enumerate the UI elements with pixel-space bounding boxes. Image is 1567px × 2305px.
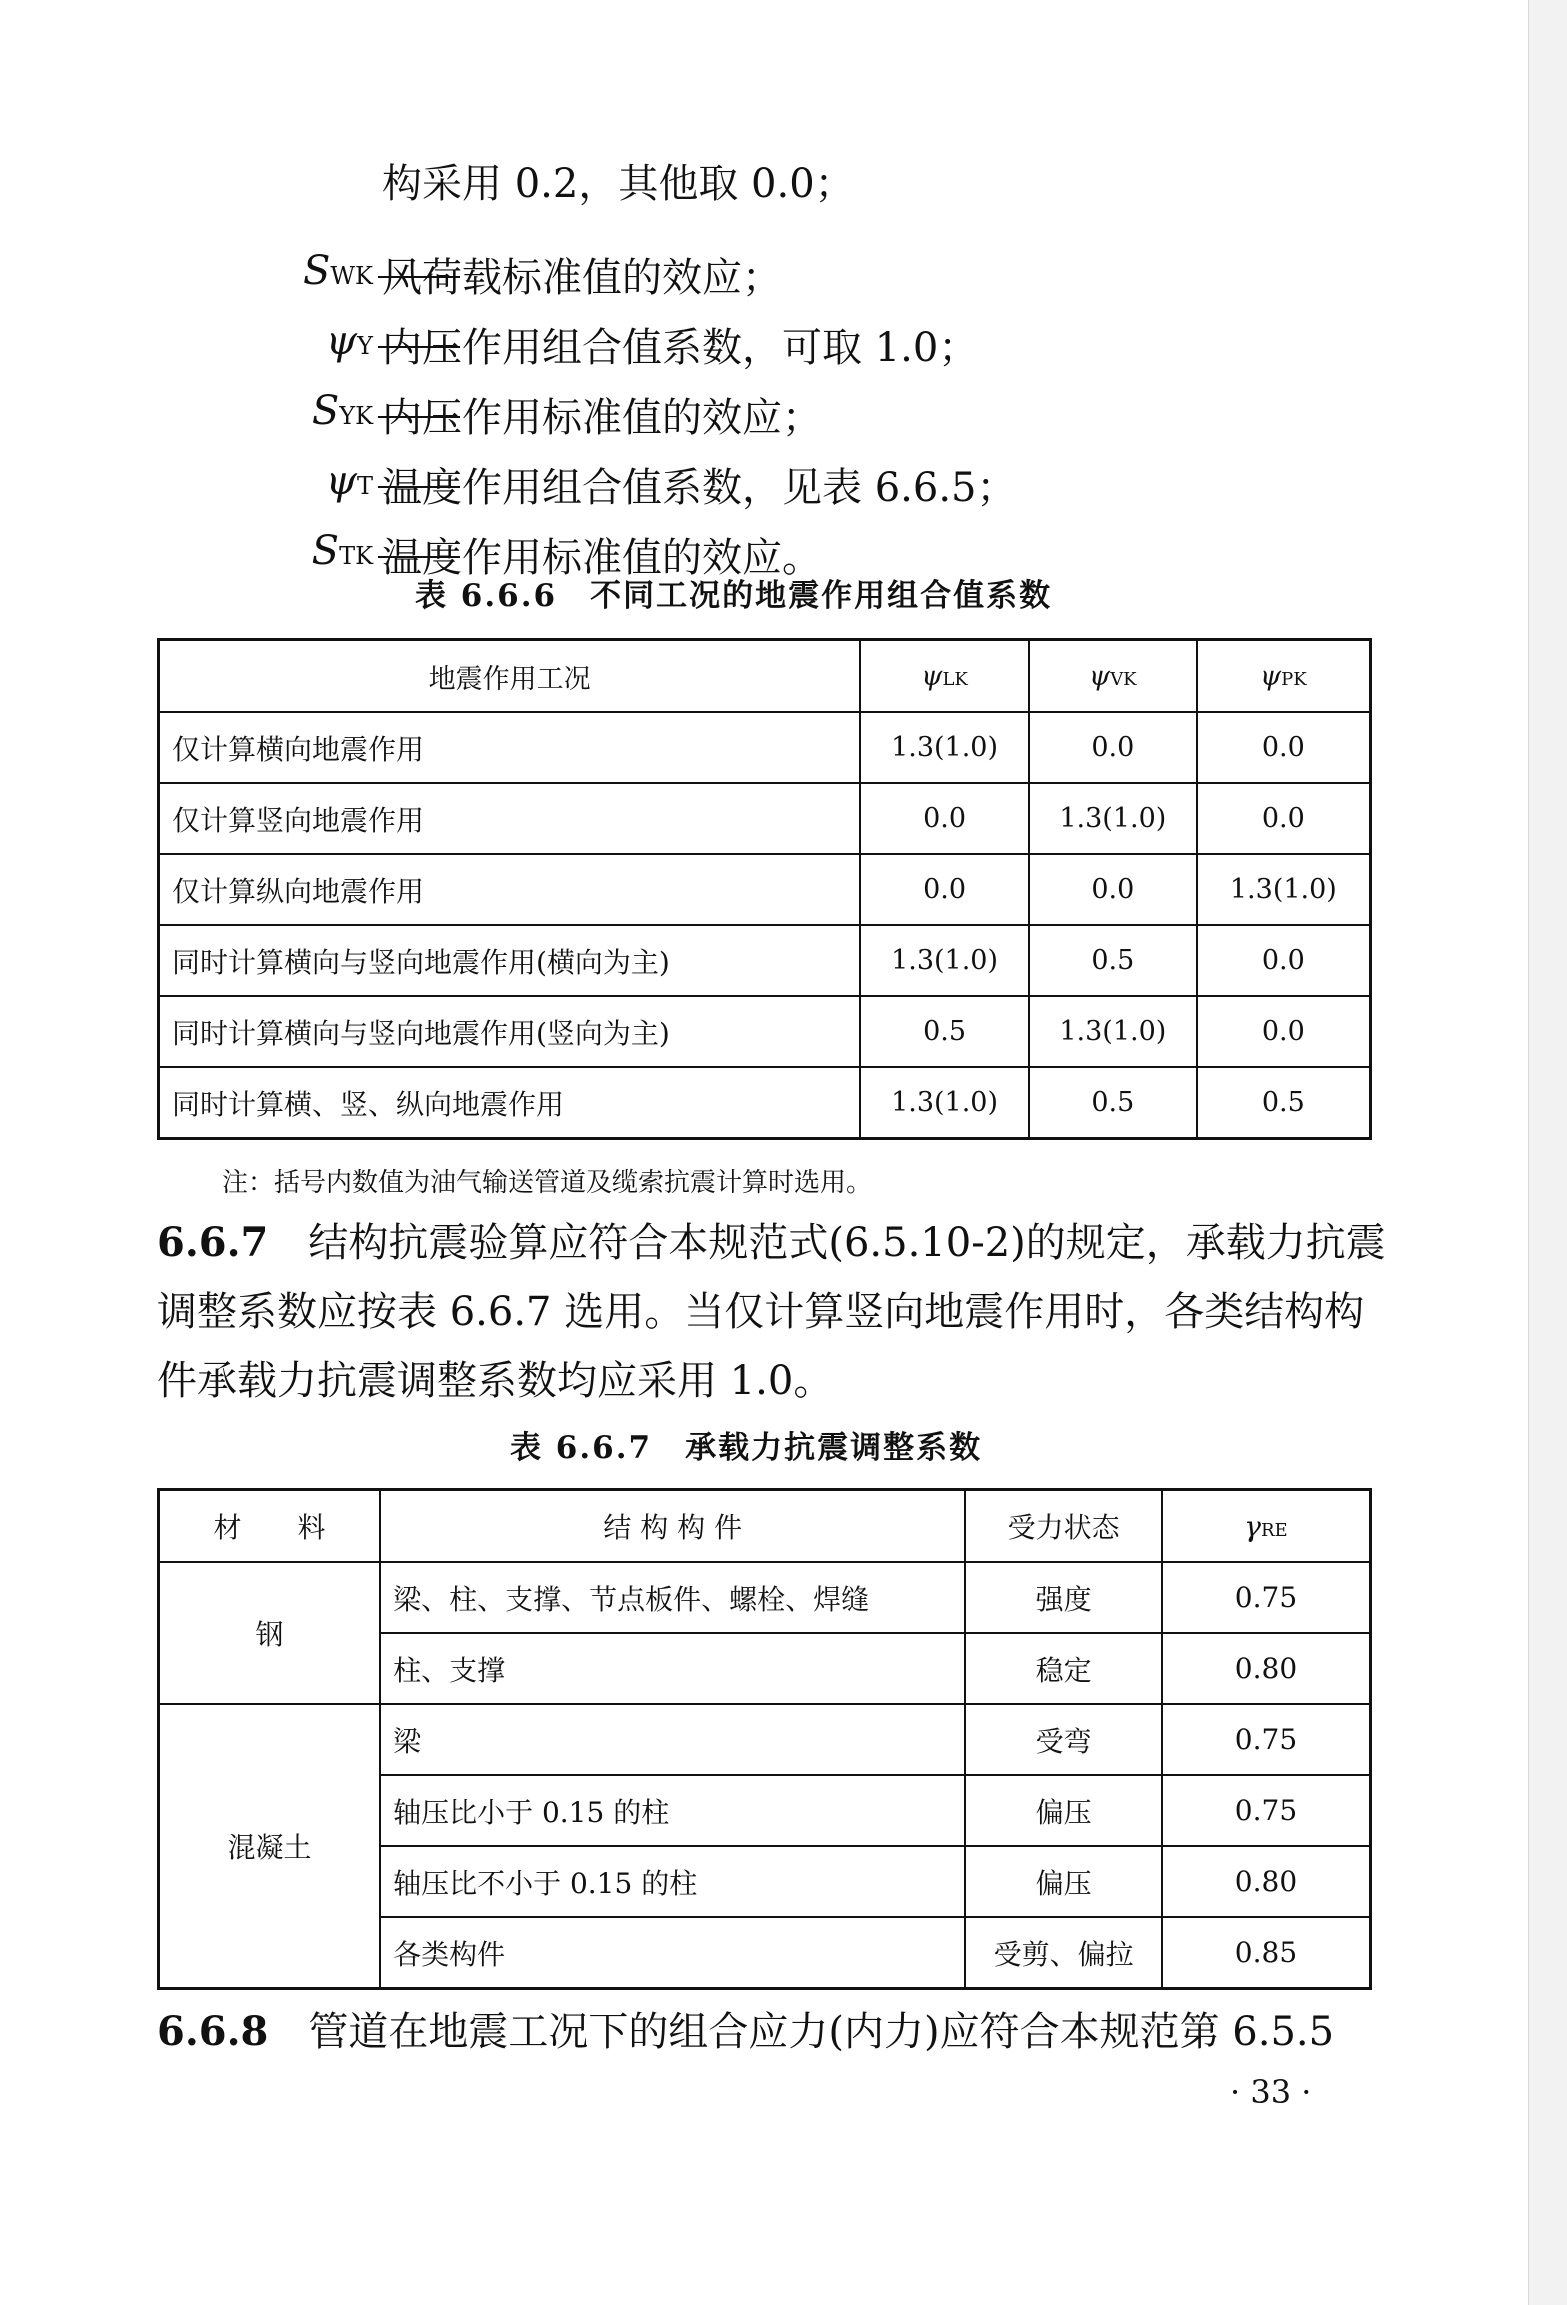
header-psi-pk: ψPK [1197, 640, 1371, 713]
header-psi-lk: ψLK [860, 640, 1029, 713]
table-row [159, 712, 1371, 783]
cell-value: 0.80 [1162, 1846, 1371, 1917]
clause-text: 结构抗震验算应符合本规范式(6.5.10-2)的规定，承载力抗震调整系数应按表 6.6.7 选用。当仅计算竖向地震作用时，各类结构构件承载力抗震调整系数均应采用 1.0。 [157, 1220, 1386, 1404]
cell-value: 1.3(1.0) [860, 712, 1029, 783]
cell-component: 轴压比不小于 0.15 的柱 [380, 1846, 965, 1917]
cell-component: 柱、支撑 [380, 1633, 965, 1704]
clause-6-6-7 [157, 1208, 1387, 1416]
cell-value: 0.0 [1197, 783, 1371, 854]
cell-value: 0.0 [1029, 854, 1197, 925]
cell-value: 0.0 [860, 783, 1029, 854]
header-component: 结 构 构 件 [380, 1490, 965, 1563]
cell-value: 1.3(1.0) [860, 1067, 1029, 1139]
cell-value: 1.3(1.0) [1197, 854, 1371, 925]
clause-text: 管道在地震工况下的组合应力(内力)应符合本规范第 6.5.5 [308, 2009, 1335, 2055]
clause-number: 6.6.8 [157, 2008, 269, 2055]
cell-condition: 仅计算纵向地震作用 [159, 854, 861, 925]
header-condition: 地震作用工况 [159, 640, 861, 713]
table-6-6-7 [157, 1488, 1372, 1990]
cell-component: 轴压比小于 0.15 的柱 [380, 1775, 965, 1846]
definition-text: 内压作用组合值系数，可取 1.0； [382, 325, 979, 371]
cell-value: 0.5 [1029, 925, 1197, 996]
header-material: 材 料 [159, 1490, 381, 1563]
cell-condition: 仅计算竖向地震作用 [159, 783, 861, 854]
symbol: SYK [311, 388, 373, 434]
cell-force-state: 强度 [965, 1562, 1162, 1633]
table-row [159, 925, 1371, 996]
symbol: ψY [325, 318, 373, 364]
symbol: STK [311, 528, 373, 574]
page-edge [1528, 0, 1567, 2305]
cell-value: 0.5 [860, 996, 1029, 1067]
cell-condition: 仅计算横向地震作用 [159, 712, 861, 783]
header-force-state: 受力状态 [965, 1490, 1162, 1563]
cell-condition: 同时计算横向与竖向地震作用(横向为主) [159, 925, 861, 996]
cell-value: 0.75 [1162, 1775, 1371, 1846]
cell-value: 0.75 [1162, 1562, 1371, 1633]
table-6-6-6-caption: 表 6.6.6 不同工况的地震作用组合值系数 [415, 578, 1053, 614]
cell-value: 0.0 [1197, 996, 1371, 1067]
definition-text: 内压作用标准值的效应； [382, 395, 822, 441]
cell-component: 各类构件 [380, 1917, 965, 1989]
table-note: 注：括号内数值为油气输送管道及缆索抗震计算时选用。 [222, 1168, 873, 1198]
continuation-line: 构采用 0.2，其他取 0.0； [382, 161, 855, 207]
symbol: ψT [325, 458, 373, 504]
table-row [159, 996, 1371, 1067]
table-row [159, 854, 1371, 925]
table-header-row [159, 640, 1371, 713]
cell-force-state: 偏压 [965, 1775, 1162, 1846]
table-6-6-7-caption: 表 6.6.7 承载力抗震调整系数 [510, 1430, 983, 1466]
cell-force-state: 偏压 [965, 1846, 1162, 1917]
cell-value: 0.80 [1162, 1633, 1371, 1704]
clause-6-6-8 [157, 1997, 1387, 2067]
cell-condition: 同时计算横、竖、纵向地震作用 [159, 1067, 861, 1139]
table-header-row [159, 1490, 1371, 1563]
cell-value: 0.75 [1162, 1704, 1371, 1775]
cell-value: 1.3(1.0) [860, 925, 1029, 996]
cell-value: 0.5 [1197, 1067, 1371, 1139]
cell-force-state: 稳定 [965, 1633, 1162, 1704]
definition-text: 温度作用标准值的效应。 [382, 535, 822, 581]
cell-value: 1.3(1.0) [1029, 996, 1197, 1067]
cell-condition: 同时计算横向与竖向地震作用(竖向为主) [159, 996, 861, 1067]
cell-force-state: 受剪、偏拉 [965, 1917, 1162, 1989]
cell-material: 钢 [159, 1562, 381, 1704]
header-gamma-re: γRE [1162, 1490, 1371, 1563]
table-row [159, 1704, 1371, 1775]
cell-value: 0.0 [860, 854, 1029, 925]
symbol: SWK [302, 248, 373, 294]
cell-value: 0.85 [1162, 1917, 1371, 1989]
table-row [159, 783, 1371, 854]
header-psi-vk: ψVK [1029, 640, 1197, 713]
clause-number: 6.6.7 [157, 1219, 269, 1266]
cell-value: 0.0 [1029, 712, 1197, 783]
table-6-6-6 [157, 638, 1372, 1140]
table-row [159, 1562, 1371, 1633]
definition-text: 风荷载标准值的效应； [382, 255, 782, 301]
cell-value: 0.5 [1029, 1067, 1197, 1139]
cell-material: 混凝土 [159, 1704, 381, 1989]
cell-force-state: 受弯 [965, 1704, 1162, 1775]
cell-value: 0.0 [1197, 712, 1371, 783]
page-number: · 33 · [1230, 2073, 1312, 2111]
definition-text: 温度作用组合值系数，见表 6.6.5； [382, 465, 1017, 511]
cell-component: 梁 [380, 1704, 965, 1775]
cell-component: 梁、柱、支撑、节点板件、螺栓、焊缝 [380, 1562, 965, 1633]
cell-value: 1.3(1.0) [1029, 783, 1197, 854]
table-row [159, 1067, 1371, 1139]
cell-value: 0.0 [1197, 925, 1371, 996]
